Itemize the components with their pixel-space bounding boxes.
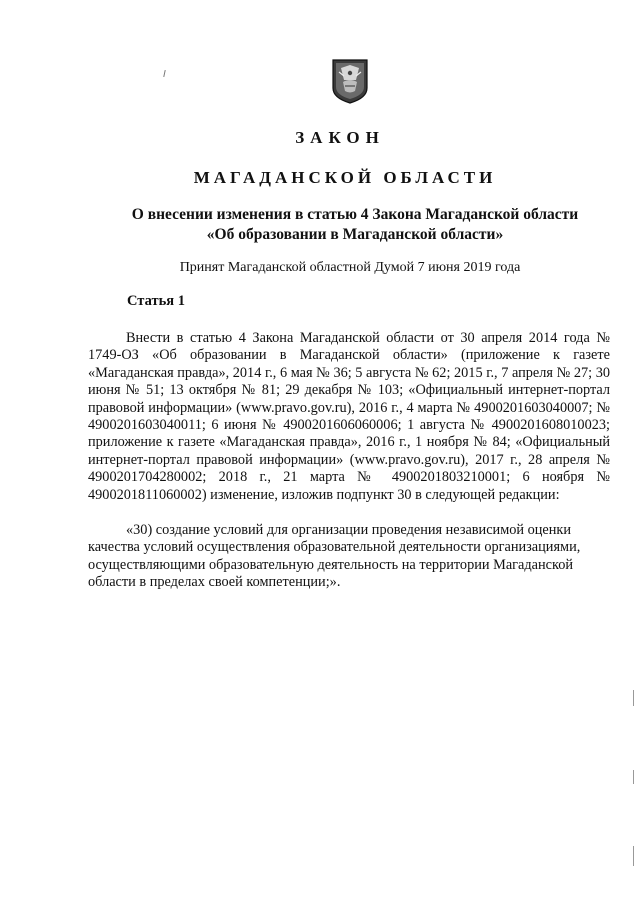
scan-edge-artifact [633,690,634,706]
adoption-note: Принят Магаданской областной Думой 7 июня 2019 года [179,260,521,275]
magadan-coat-of-arms-icon [331,58,369,104]
law-subject [100,205,610,245]
scan-edge-artifact [633,846,634,866]
law-subject-line-2: «Об образовании в Магаданской области» [206,226,504,243]
article-quoted-paragraph: «30) создание условий для организации проведения независимой оценки качества условий осуществления образовательной деятельности организациями, осуществляющими образовательную деятельность на территории Магаданской области в пределах своей компетенции;». [88,522,581,591]
region-title: МАГАДАНСКОЙ ОБЛАСТИ [193,168,497,187]
law-title: ЗАКОН [295,128,385,147]
law-subject-line-1: О внесении изменения в статью 4 Закона Магаданской области [131,206,579,223]
article-heading: Статья 1 [127,293,185,309]
scan-artifact [163,70,165,77]
article-body-paragraph: Внести в статью 4 Закона Магаданской области от 30 апреля 2014 года № 1749-ОЗ «Об образовании в Магаданской области» (приложение к газете «Магаданская правда», 2014 г., 6 мая № 36; 5 августа № 62; 2015 г., 7 апреля № 27; 30 июня № 51; 13 октября № 81; 29 декабря № 103; «Официальный интернет-портал правовой информации» (www.pravo.gov.ru), 2016 г., 4 марта № 4900201603040007; № 4900201603040011; 6 июня № 4900201606060006; 1 августа № 4900201608010023; приложение к газете «Магаданская правда», 2016 г., 1 ноября № 84; «Официальный интернет-портал правовой информации» (www.pravo.gov.ru), 2017 г., 28 апреля № 4900201704280002; 2018 г., 21 марта № 4900201803210001; 6 ноября № 4900201811060002) изменение, изложив подпункт 30 в следующей редакции: [88,330,610,503]
scan-edge-artifact [633,770,634,784]
